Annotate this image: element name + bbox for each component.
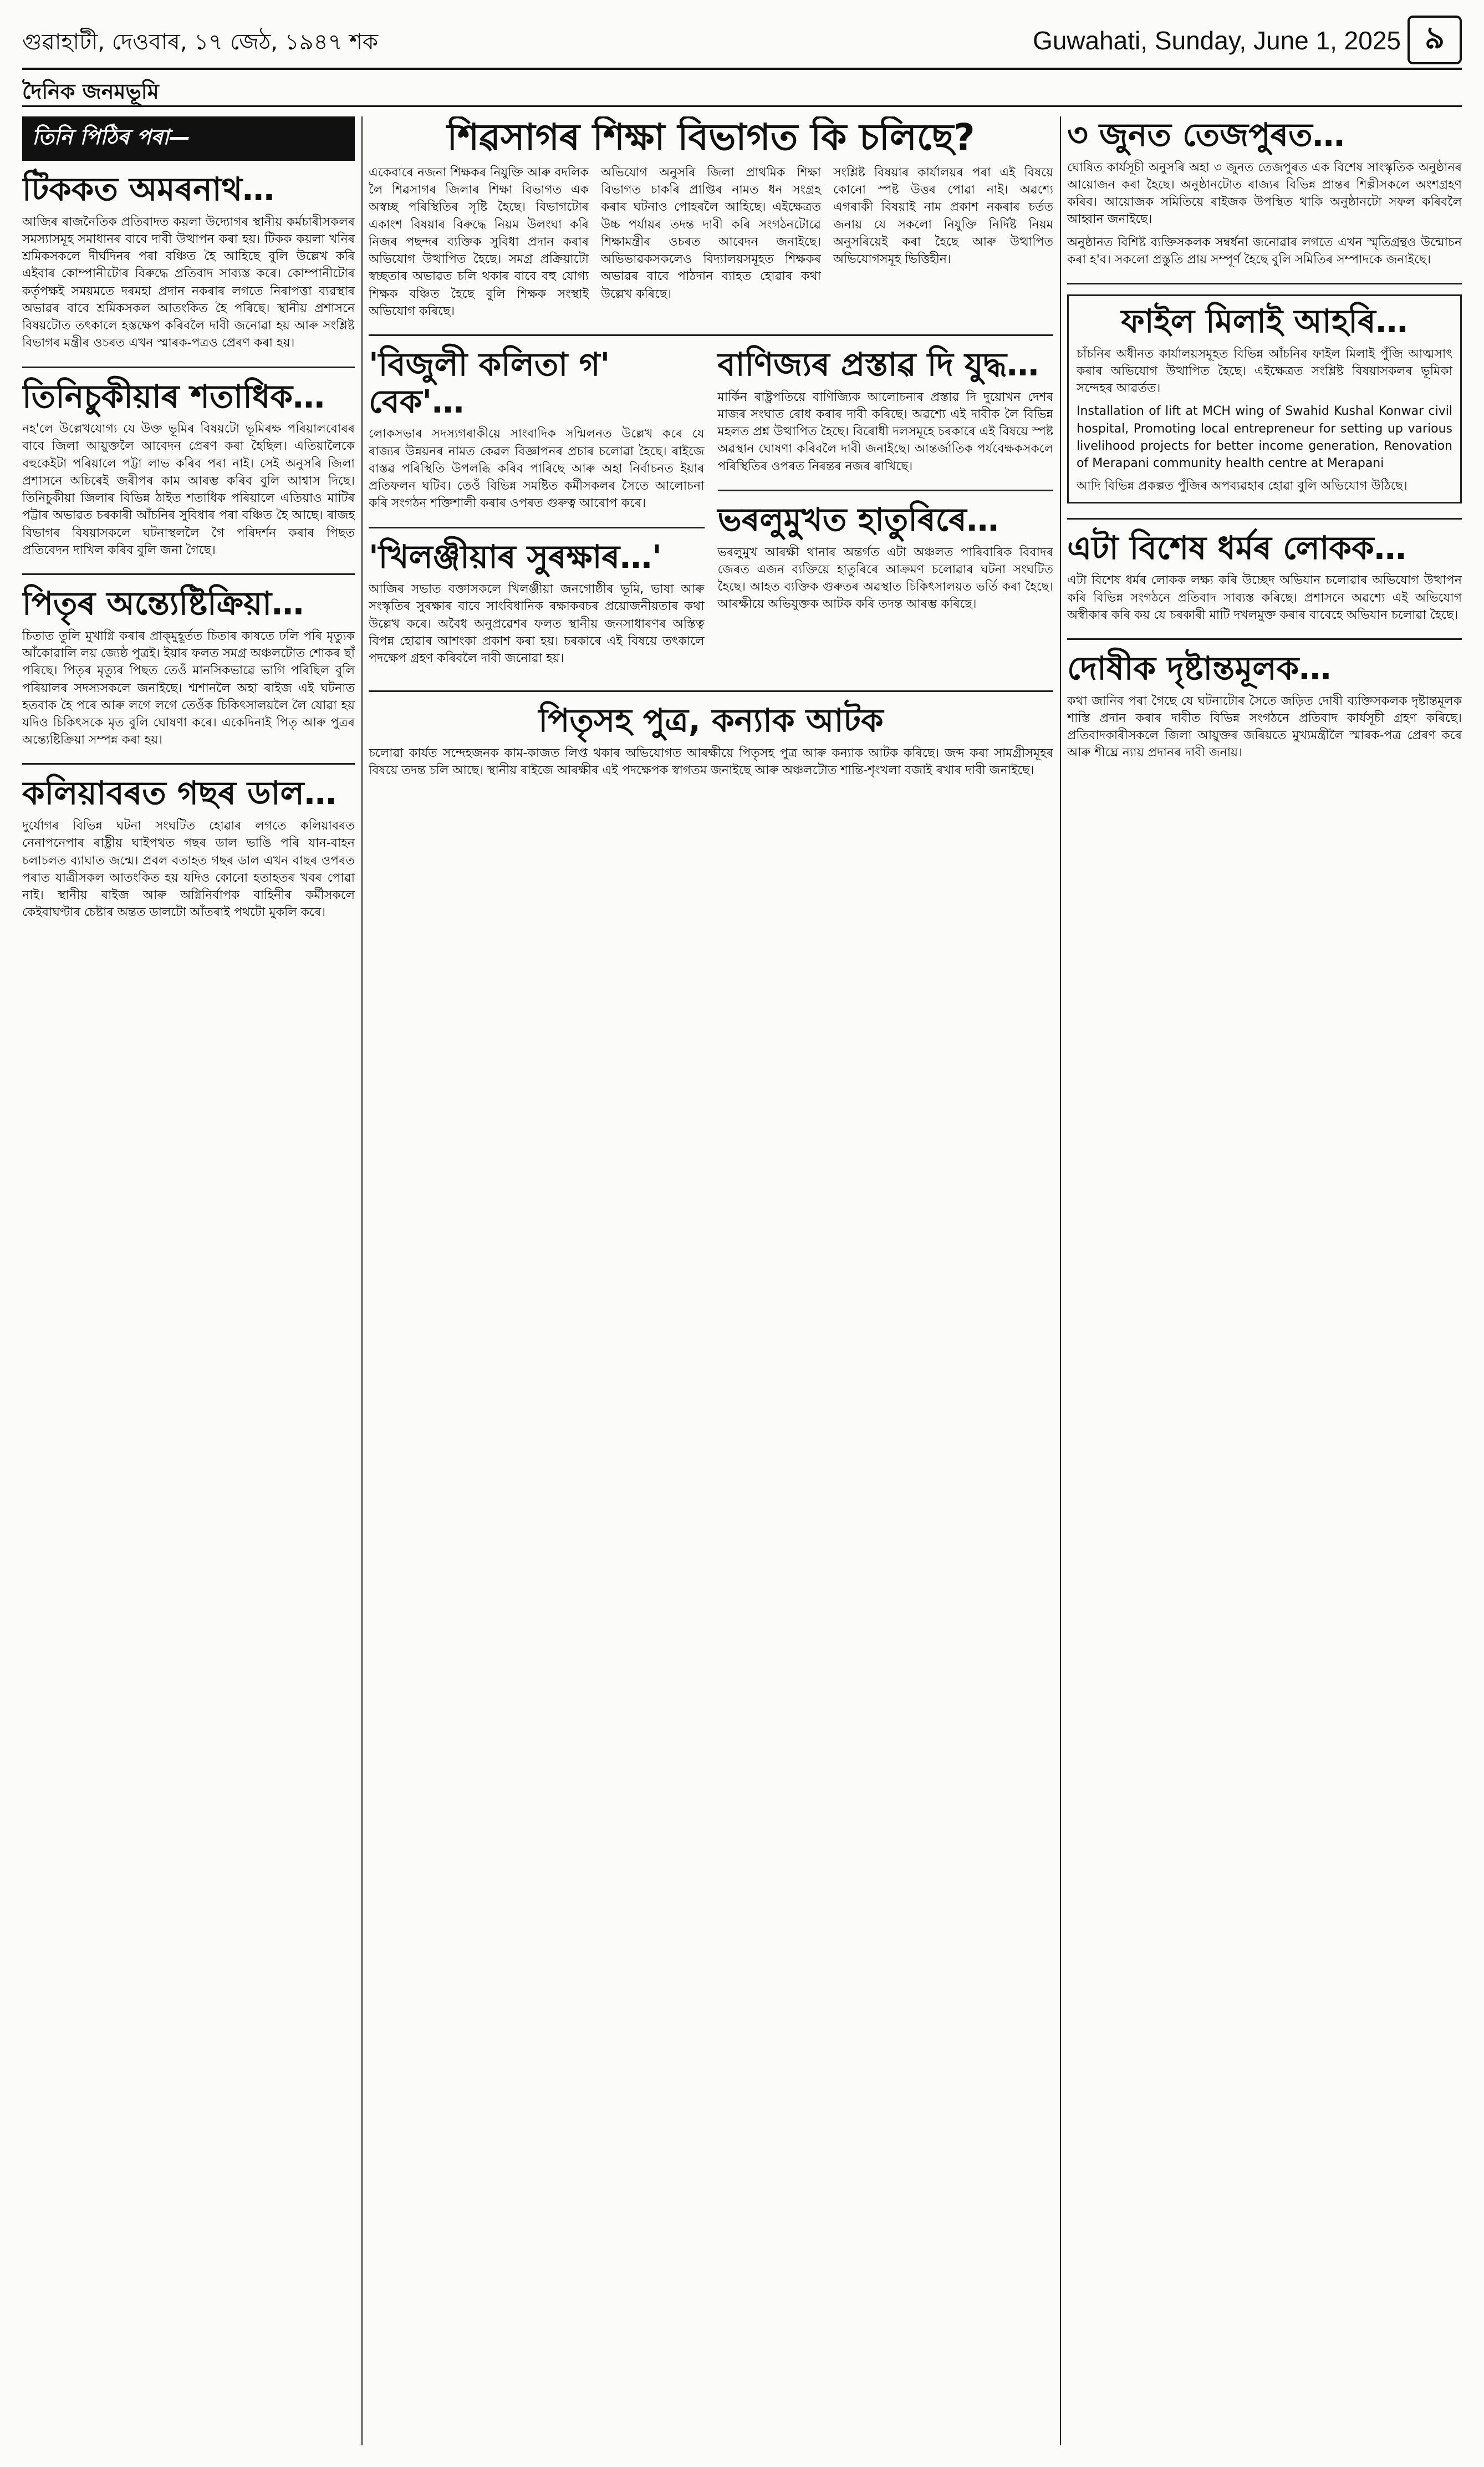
story-headline: ফাইল মিলাই আহৰি… <box>1121 302 1408 340</box>
story-headline: কলিয়াবৰত গছৰ ডাল… <box>22 774 336 812</box>
story-body: মাৰ্কিন ৰাষ্ট্ৰপতিয়ে বাণিজ্যিক আলোচনাৰ প্ৰস্তাৱ দি দুয়োখন দেশৰ মাজৰ সংঘাত ৰোধ কৰাৰ দাবী কৰিছে। অৱশ্যে এই দাবীক লৈ বিভিন্ন মহলত প্ৰশ্ন উত্থাপিত হৈছে। বিৰোধী দলসমূহে চৰকাৰে এই বিষয়ে স্পষ্ট অৱস্থান ঘোষণা কৰিবলৈ দাবী জনাইছে। আন্তৰ্জাতিক পৰ্যবেক্ষকসকলে পৰিস্থিতিৰ ওপৰত নিৰন্তৰ নজৰ ৰাখিছে। <box>717 390 1053 474</box>
story-tinsukia <box>22 378 355 559</box>
story-headline: ভৰলুমুখত হাতুৰিৰে… <box>717 500 999 538</box>
story-headline: 'বিজুলী কলিতা গ' বেক'… <box>369 345 610 420</box>
story-khilanjia <box>369 538 705 668</box>
divider <box>22 763 355 765</box>
divider <box>369 334 1053 336</box>
masthead-date-english: Guwahati, Sunday, June 1, 2025 <box>1032 26 1401 55</box>
story-body: চাঁচনিৰ অধীনত কাৰ্যালয়সমূহত বিভিন্ন আঁচনিৰ ফাইল মিলাই পুঁজি আত্মসাৎ কৰাৰ অভিযোগ উত্থাপিত হৈছে। এইক্ষেত্ৰত সংশ্লিষ্ট বিষয়াসকলৰ ভূমিকা সন্দেহৰ আৱৰ্তত। <box>1077 347 1452 396</box>
story-body: অভিযোগ অনুসৰি জিলা প্ৰাথমিক শিক্ষা বিভাগত চাকৰি প্ৰাপ্তিৰ নামত ধন সংগ্ৰহ কৰাৰ ঘটনাও পোহৰলৈ আহিছে। এইক্ষেত্ৰত উচ্চ পৰ্যায়ৰ তদন্ত দাবী কৰি সংগঠনটোৱে শিক্ষামন্ত্ৰীৰ ওচৰত আবেদন জনাইছে। অভিভাৱকসকলেও বিদ্যালয়সমূহত শিক্ষকৰ অভাৱৰ বাবে পাঠদান ব্যাহত হোৱাৰ কথা উল্লেখ কৰিছে। <box>601 165 821 301</box>
story-headline: পিতৃসহ পুত্ৰ, কন্যাক আটক <box>538 701 884 740</box>
story-pitrisah <box>369 702 1053 779</box>
story-funeral <box>22 585 355 749</box>
story-doshi <box>1067 650 1462 762</box>
lead-headline: শিৱসাগৰ শিক্ষা বিভাগত কি চলিছে? <box>447 116 975 159</box>
story-file <box>1067 294 1462 503</box>
story-body: দুৰ্যোগৰ বিভিন্ন ঘটনা সংঘটিত হোৱাৰ লগতে কলিয়াবৰত নেনাপনেপাৰ ৰাষ্ট্ৰীয় ঘাইপথত গছৰ ডাল ভাঙি পৰি যান-বাহন চলাচলত ব্যাঘাত জন্মে। প্ৰবল বতাহত গছৰ ডাল এখন বাছৰ ওপৰত পৰাত যাত্ৰীসকল আতংকিত হয় যদিও কোনো হতাহতৰ খবৰ পোৱা নাই। স্থানীয় ৰাইজ আৰু অগ্নিনিৰ্বাপক বাহিনীৰ কৰ্মীসকলে কেইবাঘণ্টাৰ চেষ্টাৰ অন্তত ডালটো আঁতৰাই পথটো মুকলি কৰে। <box>22 819 355 920</box>
story-body: নহ'লে উল্লেখযোগ্য যে উক্ত ভূমিৰ বিষয়টো ভূমিৰক্ষ পৰিয়ালবোৰৰ বাবে জিলা আয়ুক্তলৈ আবেদন প্ৰেৰণ কৰা হৈছিল। এতিয়ালৈকে বহুকেইটা পৰিয়ালে পট্টা লাভ কৰিব পৰা নাই। সেই অনুসৰি জিলা প্ৰশাসনে অচিৰেই জৰীপৰ কাম আৰম্ভ কৰিব বুলি আশ্বাস দিছে। তিনিচুকীয়া জিলাৰ বিভিন্ন ঠাইত শতাধিক পৰিয়ালে এতিয়াও মাটিৰ পট্টাৰ অভাৱত চৰকাৰী আঁচনিৰ সুবিধাৰ পৰা বঞ্চিত হৈ আছে। ৰাজহ বিভাগৰ বিষয়াসকলে ঘটনাস্থললৈ গৈ পৰিদৰ্শন কৰাৰ পিছত প্ৰতিবেদন দাখিল কৰিব বুলি জনা গৈছে। <box>22 422 355 557</box>
story-tezpur <box>1067 116 1462 268</box>
story-body: লোকসভাৰ সদস্যগৰাকীয়ে সাংবাদিক সন্মিলনত উল্লেখ কৰে যে ৰাজ্যৰ উন্নয়নৰ নামত কেৱল বিজ্ঞাপনৰ প্ৰচাৰ চলোৱা হৈছে। ৰাইজে বাস্তৱ পৰিস্থিতি উপলব্ধি কৰিব পাৰিছে আৰু অহা নিৰ্বাচনত ইয়াৰ প্ৰতিফলন ঘটিব। তেওঁ বিভিন্ন সমষ্টিত কৰ্মীসকলৰ সৈতে আলোচনা কৰি সংগঠন শক্তিশালী কৰাৰ ওপৰত গুৰুত্ব আৰোপ কৰে। <box>369 427 705 511</box>
story-banijya <box>718 346 1054 475</box>
story-bijuli <box>369 346 705 512</box>
story-headline: বাণিজ্যৰ প্ৰস্তাৱ দি যুদ্ধ… <box>717 345 1039 383</box>
story-body: সংশ্লিষ্ট বিষয়াৰ কাৰ্যালয়ৰ পৰা এই বিষয়ে কোনো স্পষ্ট উত্তৰ পোৱা নাই। অৱশ্যে এগৰাকী বিষয়াই নাম প্ৰকাশ নকৰাৰ চৰ্তত জনায় যে সকলো নিযুক্তি নিৰ্দিষ্ট নিয়ম অনুসৰিয়েই কৰা হৈছে আৰু উত্থাপিত অভিযোগসমূহ ভিত্তিহীন। <box>833 165 1053 267</box>
story-body: কথা জানিব পৰা গৈছে যে ঘটনাটোৰ সৈতে জড়িত দোষী ব্যক্তিসকলক দৃষ্টান্তমূলক শাস্তি প্ৰদান কৰাৰ দাবীত বিভিন্ন সংগঠনে প্ৰতিবাদ কাৰ্যসূচী গ্ৰহণ কৰিছে। প্ৰতিবাদকাৰীসকলে জিলা আয়ুক্তৰ জৰিয়তে মুখ্যমন্ত্ৰীলৈ স্মাৰক-পত্ৰ প্ৰেৰণ কৰে আৰু শীঘ্ৰে ন্যায় প্ৰদানৰ দাবী জনায়। <box>1067 694 1462 760</box>
column-divider <box>361 116 363 2445</box>
divider <box>22 573 355 575</box>
divider <box>1067 518 1462 520</box>
story-headline: 'খিলঞ্জীয়াৰ সুৰক্ষাৰ…' <box>369 537 662 576</box>
story-body: একেবাৰে নজনা শিক্ষকৰ নিযুক্তি আৰু বদলিক লৈ শিৱসাগৰ জিলাৰ শিক্ষা বিভাগত এক অস্বচ্ছ পৰিস্থিতিৰ সৃষ্টি হৈছে। বিভাগটোৰ একাংশ বিষয়াৰ বিৰুদ্ধে নিয়ম উলংঘা কৰি নিজৰ পছন্দৰ ব্যক্তিক সুবিধা প্ৰদান কৰাৰ অভিযোগ উত্থাপিত হৈছে। সমগ্ৰ প্ৰক্ৰিয়াটো স্বচ্ছতাৰ অভাৱত চলি থকাৰ বাবে বহু যোগ্য শিক্ষক বঞ্চিত হৈছে বুলি শিক্ষক সংস্থাই অভিযোগ কৰিছে। <box>369 165 589 318</box>
story-bharalumukh <box>718 501 1054 613</box>
middle-column <box>369 116 1053 2445</box>
masthead <box>22 12 1462 70</box>
story-headline: দোষীক দৃষ্টান্তমূলক… <box>1067 649 1332 688</box>
divider <box>1067 283 1462 284</box>
story-body: আদি বিভিন্ন প্ৰকল্পত পুঁজিৰ অপব্যৱহাৰ হোৱা বুলি অভিযোগ উঠিছে। <box>1077 479 1407 494</box>
english-project-list: Installation of lift at MCH wing of Swahid Kushal Konwar civil hospital, Promoting local entrepreneur for setting up various livelihood projects for better income generation, Renovation of Merapani community health centre at Merapani <box>1077 404 1452 471</box>
continuation-tag: তিনি পিঠিৰ পৰা— <box>22 116 355 161</box>
story-headline: তিনিচুকীয়াৰ শতাধিক… <box>22 377 325 415</box>
story-headline: পিতৃৰ অন্ত্যেষ্টিক্ৰিয়া… <box>22 584 304 623</box>
newspaper-brand: দৈনিক জনমভূমি <box>22 79 159 104</box>
story-headline: টিককত অমৰনাথ… <box>22 170 275 208</box>
page-number: ৯ <box>1407 16 1462 64</box>
story-tikok <box>22 171 355 352</box>
story-body: চিতাত তুলি মুখাগ্নি কৰাৰ প্ৰাক্‌মুহূৰ্তত চিতাৰ কাষতে ঢলি পৰি মৃত্যুক আঁকোৱালি লয় জ্যেষ্ঠ পুত্ৰই। ইয়াৰ ফলত সমগ্ৰ অঞ্চলটোত শোকৰ ছাঁ পৰিছে। পিতৃৰ মৃত্যুৰ পিছত তেওঁ মানসিকভাৱে ভাগি পৰিছিল বুলি পৰিয়ালৰ সদস্যসকলে জনাইছে। শ্মশানলৈ অহা ৰাইজ এই ঘটনাত হতবাক হৈ পৰে আৰু লগে লগে তেওঁক চিকিৎসালয়লৈ লৈ যোৱা হয় যদিও চিকিৎসকে মৃত বুলি ঘোষণা কৰে। একেদিনাই পিতৃ আৰু পুত্ৰৰ অন্ত্যেষ্টিক্ৰিয়া সম্পন্ন কৰা হয়। <box>22 629 355 747</box>
masthead-date-assamese: গুৱাহাটী, দেওবাৰ, ১৭ জেঠ, ১৯৪৭ শক <box>22 29 379 55</box>
story-body: অনুষ্ঠানত বিশিষ্ট ব্যক্তিসকলক সম্বৰ্ধনা জনোৱাৰ লগতে এখন স্মৃতিগ্ৰন্থও উন্মোচন কৰা হ'ব। সকলো প্ৰস্তুতি প্ৰায় সম্পূৰ্ণ হৈছে বুলি সমিতিৰ সম্পাদকে জনাইছে। <box>1067 235 1462 267</box>
left-column <box>22 116 355 2445</box>
story-headline: ৩ জুনত তেজপুৰত… <box>1067 116 1345 154</box>
divider <box>369 690 1053 692</box>
story-kaliabor <box>22 775 355 921</box>
right-column <box>1067 116 1462 2445</box>
story-headline: এটা বিশেষ ধৰ্মৰ লোকক… <box>1067 528 1406 567</box>
divider <box>1067 638 1462 640</box>
story-body: ভৰলুমুখ আৰক্ষী থানাৰ অন্তৰ্গত এটা অঞ্চলত পাৰিবাৰিক বিবাদৰ জেৰত এজন ব্যক্তিয়ে হাতুৰিৰে আক্ৰমণ চলোৱাৰ ঘটনা সংঘটিত হৈছে। আহত ব্যক্তিক গুৰুতৰ অৱস্থাত চিকিৎসালয়ত ভৰ্তি কৰা হৈছে। আৰক্ষীয়ে অভিযুক্তক আটক কৰি তদন্ত আৰম্ভ কৰিছে। <box>717 545 1053 612</box>
lead-story <box>369 116 1053 320</box>
story-body: ঘোষিত কাৰ্যসূচী অনুসৰি অহা ৩ জুনত তেজপুৰত এক বিশেষ সাংস্কৃতিক অনুষ্ঠানৰ আয়োজন কৰা হৈছে। অনুষ্ঠানটোত ৰাজ্যৰ বিভিন্ন প্ৰান্তৰ শিল্পীসকলে অংশগ্ৰহণ কৰিব। আয়োজক সমিতিয়ে ৰাইজক উপস্থিত থাকি অনুষ্ঠানটো সফল কৰিবলৈ আহ্বান জনাইছে। <box>1067 160 1462 227</box>
column-divider <box>1060 116 1061 2445</box>
story-body: এটা বিশেষ ধৰ্মৰ লোকক লক্ষ্য কৰি উচ্ছেদ অভিযান চলোৱাৰ অভিযোগ উত্থাপন কৰি বিভিন্ন সংগঠনে প্ৰতিবাদ সাব্যস্ত কৰিছে। প্ৰশাসনে অৱশ্যে এই অভিযোগ অস্বীকাৰ কৰি কয় যে চৰকাৰী মাটি দখলমুক্ত কৰাৰ বাবেহে অভিযান চলোৱা হৈছে। <box>1067 573 1462 622</box>
story-body: আজিৰ ৰাজনৈতিক প্ৰতিবাদত কয়লা উদ্যোগৰ স্থানীয় কৰ্মচাৰীসকলৰ সমস্যাসমূহ সমাধানৰ বাবে দাবী উত্থাপন কৰা হয়। টিকক কয়লা খনিৰ শ্ৰমিকসকলে দীৰ্ঘদিনৰ পৰা বঞ্চিত হৈ আহিছে বুলি উল্লেখ কৰি এইবাৰ কোম্পানীটোৰ বিৰুদ্ধে প্ৰতিবাদ সাব্যস্ত কৰে। কোম্পানীটোৰ কৰ্তৃপক্ষই সময়মতে দৰমহা প্ৰদান নকৰাৰ লগতে নিৰাপত্তা ব্যৱস্থাৰ অভাৱৰ বাবে শ্ৰমিকসকল আতংকিত হৈ পৰিছে। স্থানীয় প্ৰশাসনে বিষয়টোত তৎকালে হস্তক্ষেপ কৰিবলৈ দাবী জনোৱা হয় আৰু সংশ্লিষ্ট বিভাগৰ মন্ত্ৰীৰ ওচৰত এখন স্মাৰক-পত্ৰও প্ৰেৰণ কৰা হয়। <box>22 215 355 350</box>
story-dharma <box>1067 530 1462 624</box>
divider <box>22 367 355 368</box>
subhead <box>22 72 1462 107</box>
story-body: চলোৱা কাৰ্যত সন্দেহজনক কাম-কাজত লিপ্ত থকাৰ অভিযোগত আৰক্ষীয়ে পিতৃসহ পুত্ৰ আৰু কন্যাক আটক কৰিছে। জব্দ কৰা সামগ্ৰীসমূহৰ বিষয়ে তদন্ত চলি আছে। স্থানীয় ৰাইজে আৰক্ষীৰ এই পদক্ষেপক স্বাগতম জনাইছে আৰু অঞ্চলটোত শান্তি-শৃংখলা বজাই ৰখাৰ দাবী জনাইছে। <box>369 746 1053 778</box>
story-body: আজিৰ সভাত বক্তাসকলে খিলঞ্জীয়া জনগোষ্ঠীৰ ভূমি, ভাষা আৰু সংস্কৃতিৰ সুৰক্ষাৰ বাবে সাংবিধানিক ৰক্ষাকবচৰ প্ৰয়োজনীয়তাৰ কথা উল্লেখ কৰে। অবৈধ অনুপ্ৰৱেশৰ ফলত স্থানীয় জনসাধাৰণৰ অস্তিত্ব বিপন্ন হোৱাৰ আশংকা প্ৰকাশ কৰা হয়। চৰকাৰে এই বিষয়ে তৎকালে পদক্ষেপ গ্ৰহণ কৰিবলৈ দাবী জনোৱা হয়। <box>369 582 705 666</box>
divider <box>369 527 705 528</box>
divider <box>718 490 1054 491</box>
